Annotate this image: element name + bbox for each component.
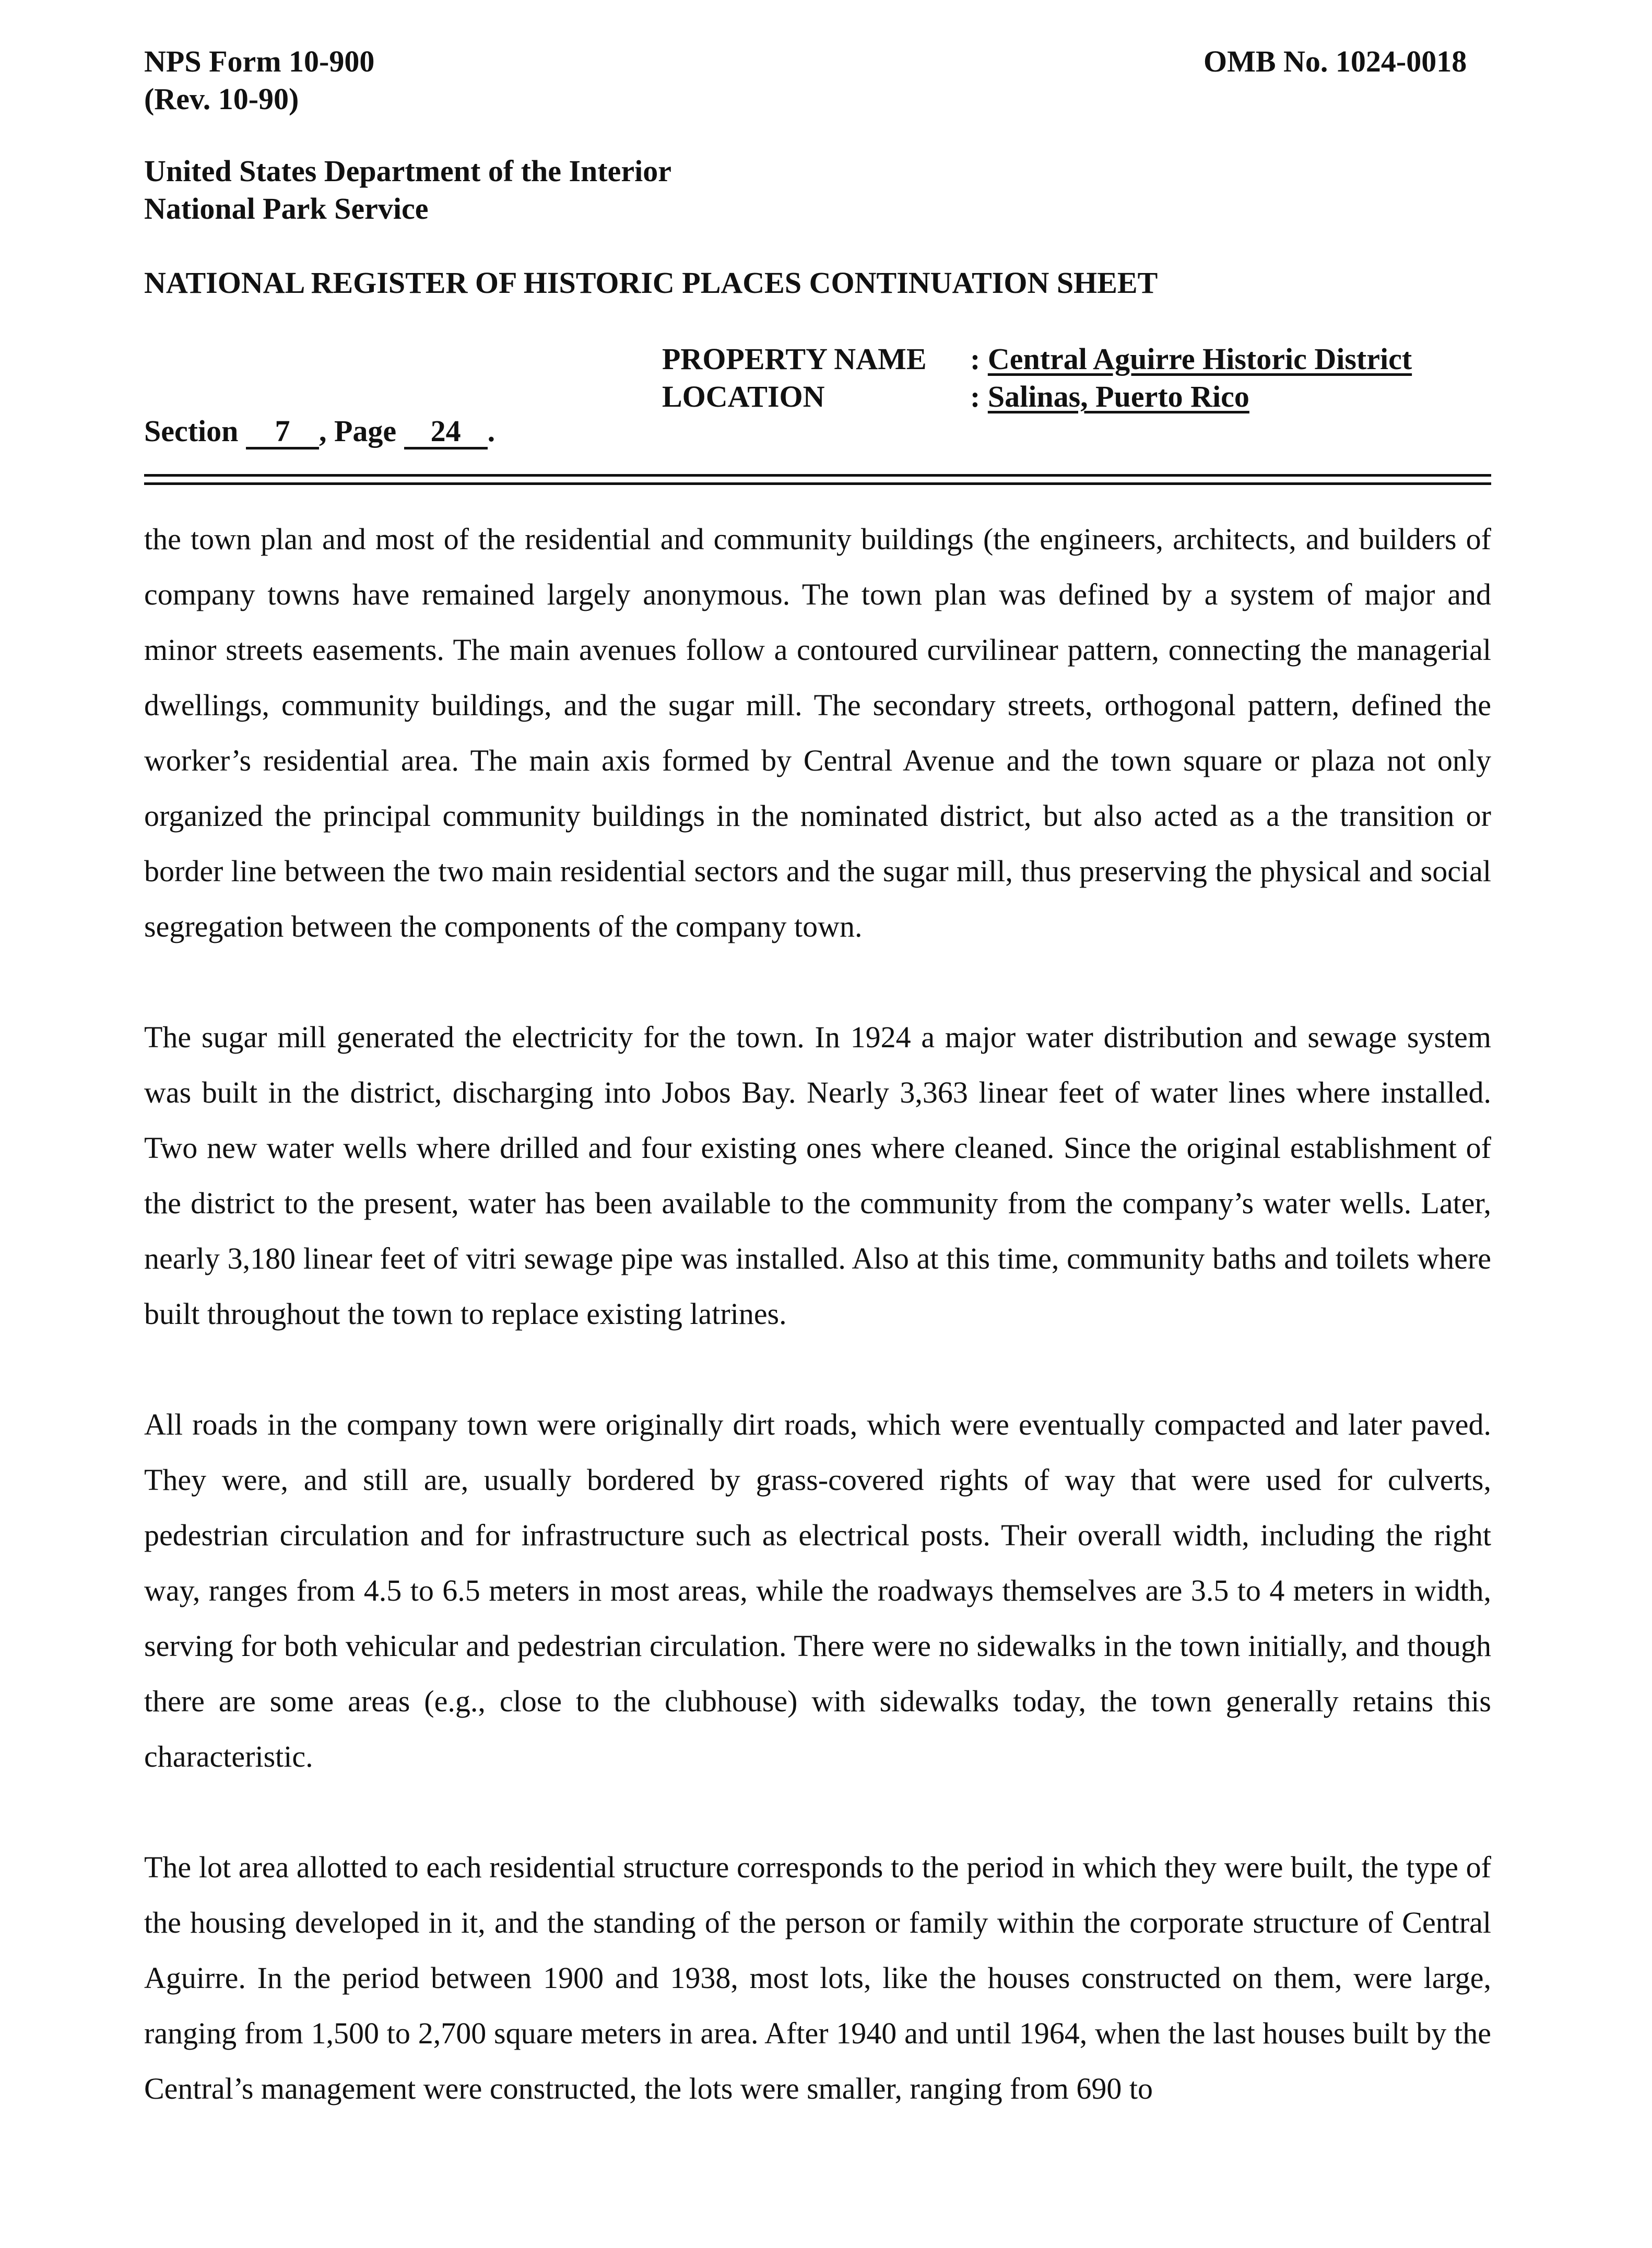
header-divider-bottom bbox=[144, 482, 1491, 485]
property-name-value: Central Aguirre Historic District bbox=[987, 342, 1412, 376]
paragraph: The sugar mill generated the electricity for the town. In 1924 a major water distribution and sewage system was built in the district, discharging into Jobos Bay. Nearly 3,363 linear feet of water lines where installed. Two new water wells where drilled and four existing ones where cleaned. Since the original establishment of the district to the present, water has been available to the community from the company’s water wells. Later, nearly 3,180 linear feet of vitri sewage pipe was installed. Also at this time, community baths and toilets where built throughout the town to replace existing latrines. bbox=[144, 1020, 1491, 1331]
paragraph: the town plan and most of the residential and community buildings (the engineers, architects, and builders of company towns have remained largely anonymous. The town plan was defined by a system of major and minor streets easements. The main avenues follow a contoured curvilinear pattern, connecting the managerial dwellings, community buildings, and the sugar mill. The secondary streets, orthogonal pattern, defined the worker’s residential area. The main axis formed by Central Avenue and the town square or plaza not only organized the principal community buildings in the nominated district, but also acted as a the transition or border line between the two main residential sectors and the sugar mill, thus preserving the physical and social segregation between the components of the company town. bbox=[144, 522, 1491, 943]
paragraph: The lot area allotted to each residential structure corresponds to the period in which they were built, the type of the housing developed in it, and the standing of the person or family within the corporate structure of Central Aguirre. In the period between 1900 and 1938, most lots, like the houses constructed on them, were large, ranging from 1,500 to 2,700 square meters in area. After 1940 and until 1964, when the last houses built by the Central’s management were constructed, the lots were smaller, ranging from 690 to bbox=[144, 1850, 1491, 2105]
property-name-label: PROPERTY NAME bbox=[662, 342, 927, 376]
location-value: Salinas, Puerto Rico bbox=[987, 380, 1249, 413]
page-label: Page bbox=[334, 414, 397, 448]
omb-number: OMB No. 1024-0018 bbox=[1203, 44, 1467, 78]
location-row bbox=[970, 378, 1412, 416]
section-label: Section bbox=[144, 414, 239, 448]
page-number: 24 bbox=[404, 416, 488, 449]
separator: : bbox=[970, 342, 981, 376]
department-name: United States Department of the Interior bbox=[144, 154, 671, 188]
form-revision: (Rev. 10-90) bbox=[144, 82, 299, 116]
section-page-line bbox=[144, 412, 495, 450]
agency-block bbox=[144, 152, 671, 228]
location-label: LOCATION bbox=[662, 380, 825, 413]
section-number: 7 bbox=[246, 416, 319, 449]
form-identifier bbox=[144, 43, 374, 118]
sheet-title: NATIONAL REGISTER OF HISTORIC PLACES CONTINUATION SHEET bbox=[144, 266, 1158, 300]
service-name: National Park Service bbox=[144, 192, 429, 226]
form-number: NPS Form 10-900 bbox=[144, 44, 375, 78]
property-values bbox=[970, 340, 1412, 416]
property-labels bbox=[662, 340, 927, 416]
property-name-row bbox=[970, 340, 1412, 378]
paragraph: All roads in the company town were originally dirt roads, which were eventually compacted and later paved. They were, and still are, usually bordered by grass-covered rights of way that were used for culverts, pedestrian circulation and for infrastructure such as electrical posts. Their overall width, including the right way, ranges from 4.5 to 6.5 meters in most areas, while the roadways themselves are 3.5 to 4 meters in width, serving for both vehicular and pedestrian circulation. There were no sidewalks in the town initially, and though there are some areas (e.g., close to the clubhouse) with sidewalks today, the town generally retains this characteristic. bbox=[144, 1407, 1491, 1773]
header-divider-top bbox=[144, 474, 1491, 477]
separator: : bbox=[970, 380, 981, 413]
page-period: . bbox=[487, 414, 495, 448]
section-comma: , bbox=[318, 414, 327, 448]
body-text bbox=[144, 512, 1491, 2116]
